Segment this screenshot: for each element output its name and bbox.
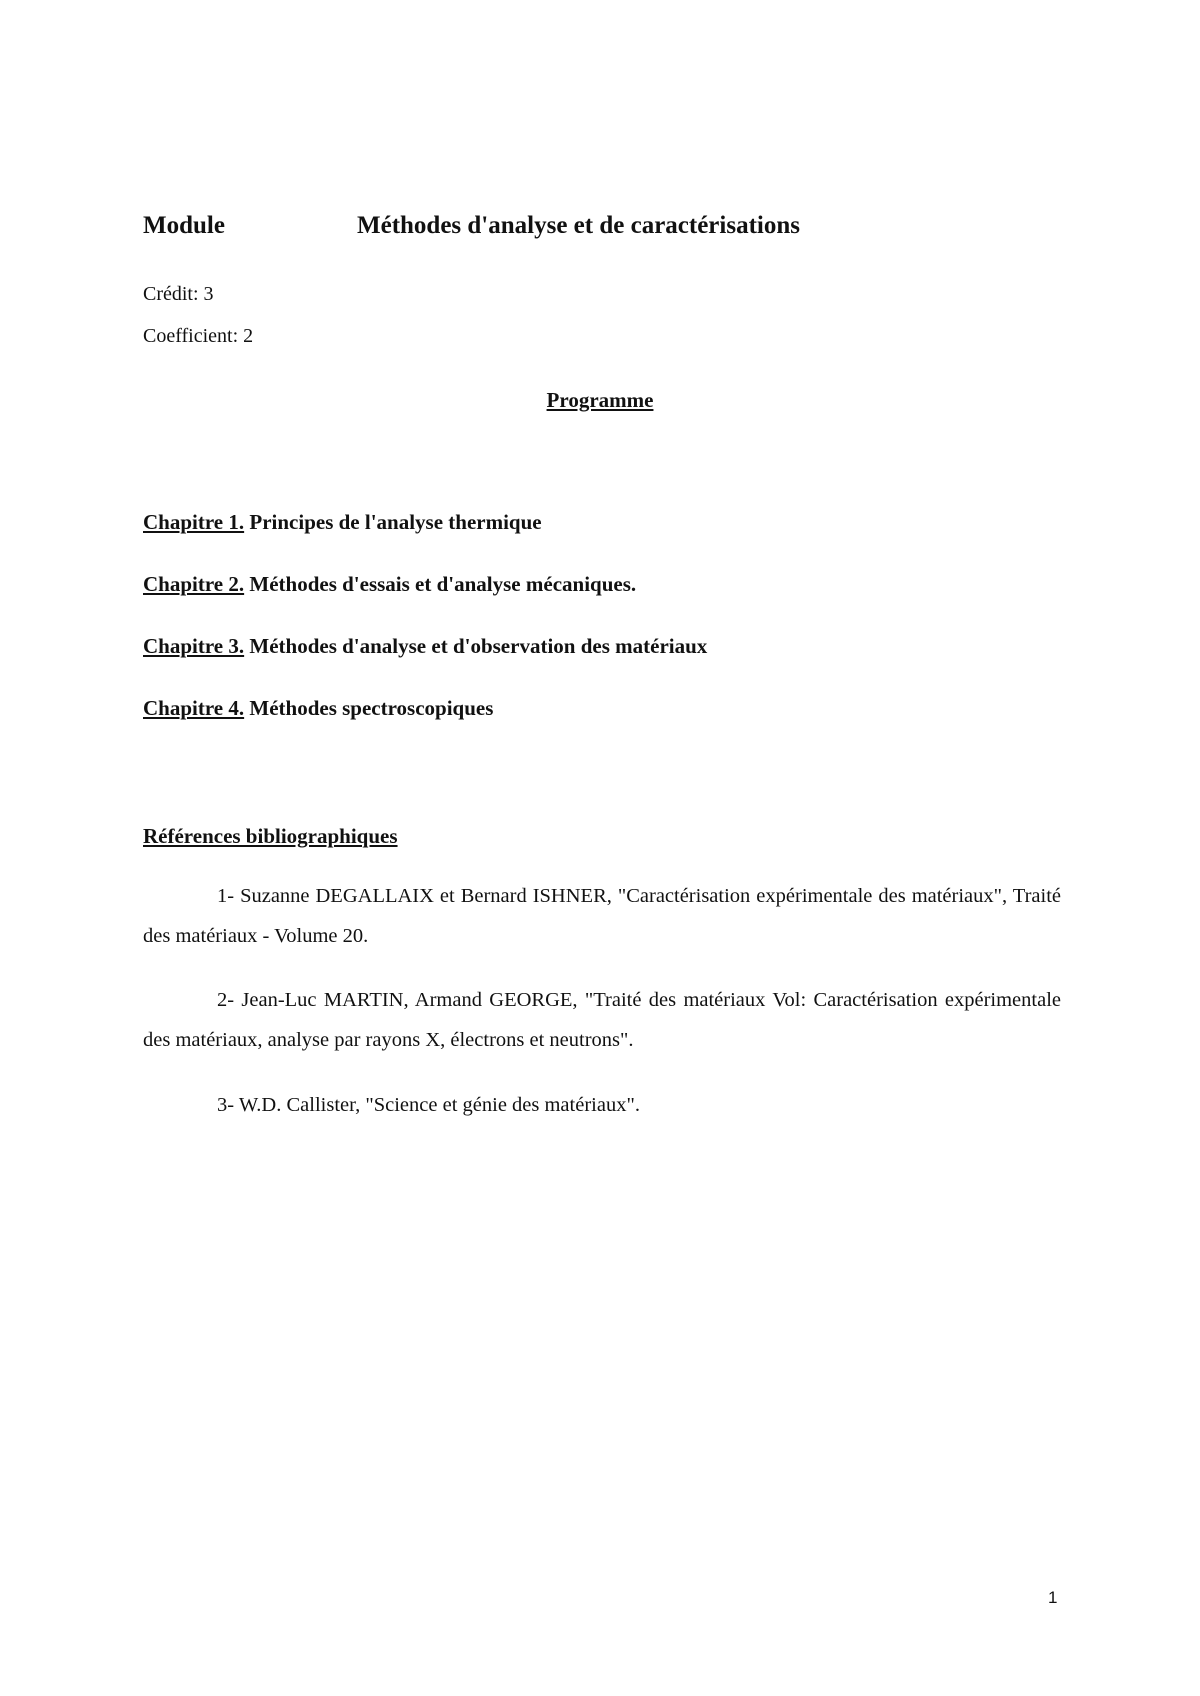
- module-header: [143, 212, 800, 240]
- page-number: 1: [1048, 1588, 1058, 1607]
- chapter-number: Chapitre 2.: [143, 572, 245, 596]
- reference-item-2: 2- Jean-Luc MARTIN, Armand GEORGE, "Traité des matériaux Vol: Caractérisation expérimentale des matériaux, analyse par rayons X, électrons et neutrons".: [143, 989, 1061, 1051]
- chapter-number: Chapitre 3.: [143, 634, 245, 658]
- references-heading: Références bibliographiques: [143, 824, 398, 848]
- chapter-1: [143, 510, 542, 535]
- programme-heading: Programme: [546, 388, 654, 412]
- chapter-number: Chapitre 1.: [143, 510, 245, 534]
- reference-item-1: 1- Suzanne DEGALLAIX et Bernard ISHNER, "Caractérisation expérimentale des matériaux", Traité des matériaux - Volume 20.: [143, 885, 1061, 947]
- chapter-title: Principes de l'analyse thermique: [244, 510, 542, 534]
- coefficient-line: Coefficient: 2: [143, 325, 254, 347]
- chapter-title: Méthodes d'essais et d'analyse mécaniques.: [244, 572, 637, 596]
- chapter-4: [143, 696, 493, 721]
- chapter-title: Méthodes spectroscopiques: [244, 696, 494, 720]
- module-label: Module: [143, 212, 225, 239]
- chapter-2: [143, 572, 636, 597]
- module-title: Méthodes d'analyse et de caractérisations: [357, 212, 800, 239]
- reference-item-3: 3- W.D. Callister, "Science et génie des matériaux".: [217, 1094, 640, 1116]
- chapter-number: Chapitre 4.: [143, 696, 245, 720]
- credit-line: Crédit: 3: [143, 283, 214, 305]
- chapter-title: Méthodes d'analyse et d'observation des matériaux: [244, 634, 708, 658]
- chapter-3: [143, 634, 707, 659]
